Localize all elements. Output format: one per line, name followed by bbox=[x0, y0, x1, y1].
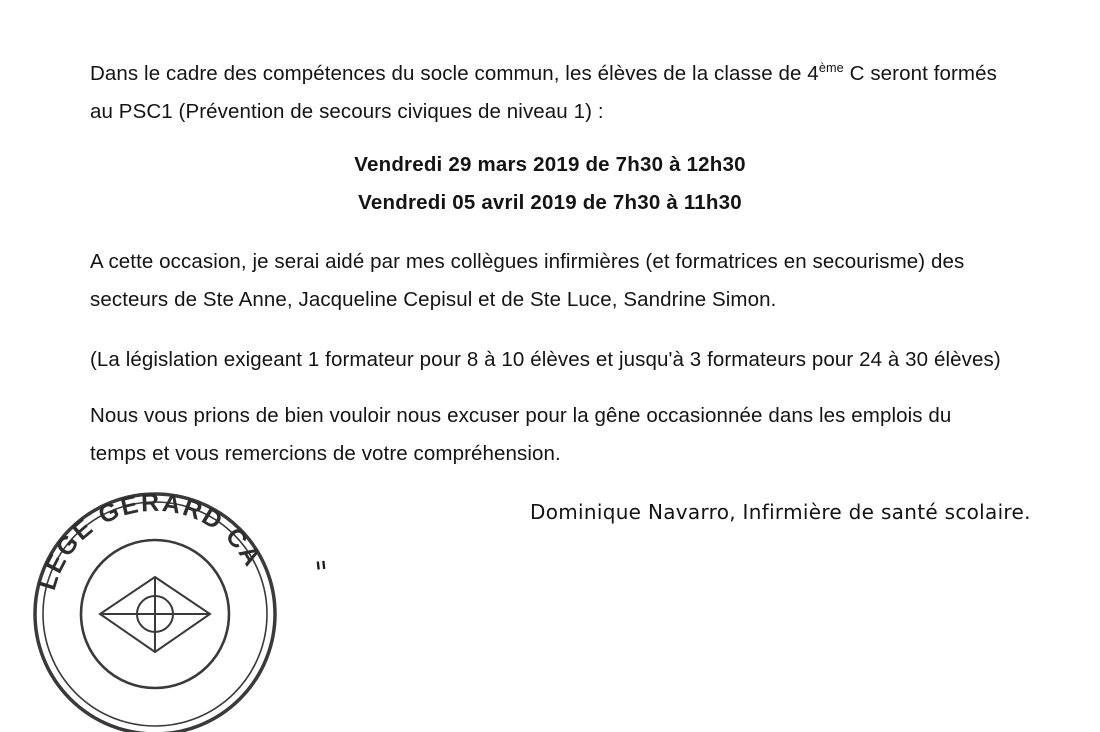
intro-superscript: ème bbox=[818, 60, 844, 76]
intro-text-before: Dans le cadre des compétences du socle commun, les élèves de la classe de 4 bbox=[90, 62, 819, 85]
paragraph-collaborators: A cette occasion, je serai aidé par mes collègues infirmières (et formatrices en secourisme) des secteurs de Ste Anne, Jacqueline Cepisul et de Ste Luce, Sandrine Simon. bbox=[90, 250, 965, 311]
stamp-arc-text: LEGE GERARD CA bbox=[33, 488, 268, 594]
handwritten-mark: " bbox=[313, 555, 331, 592]
paragraph-legislation: (La législation exigeant 1 formateur pour 8 à 10 élèves et jusqu'à 3 formateurs pour 24 à 30 élèves) bbox=[90, 348, 1001, 371]
session-item-2: Vendredi 05 avril 2019 de 7h30 à 11h30 bbox=[358, 191, 742, 214]
intro-text-after: C seront formés au PSC1 (Prévention de secours civiques de niveau 1) : bbox=[90, 62, 997, 123]
paragraph-apology: Nous vous prions de bien vouloir nous excuser pour la gêne occasionnée dans les emplois du temps et vous remercions de votre compréhension. bbox=[90, 404, 952, 465]
session-list bbox=[90, 153, 1010, 215]
signature-line: Dominique Navarro, Infirmière de santé scolaire. bbox=[530, 500, 1031, 524]
paragraph-intro bbox=[90, 55, 1010, 131]
session-item-1: Vendredi 29 mars 2019 de 7h30 à 12h30 bbox=[354, 153, 746, 176]
